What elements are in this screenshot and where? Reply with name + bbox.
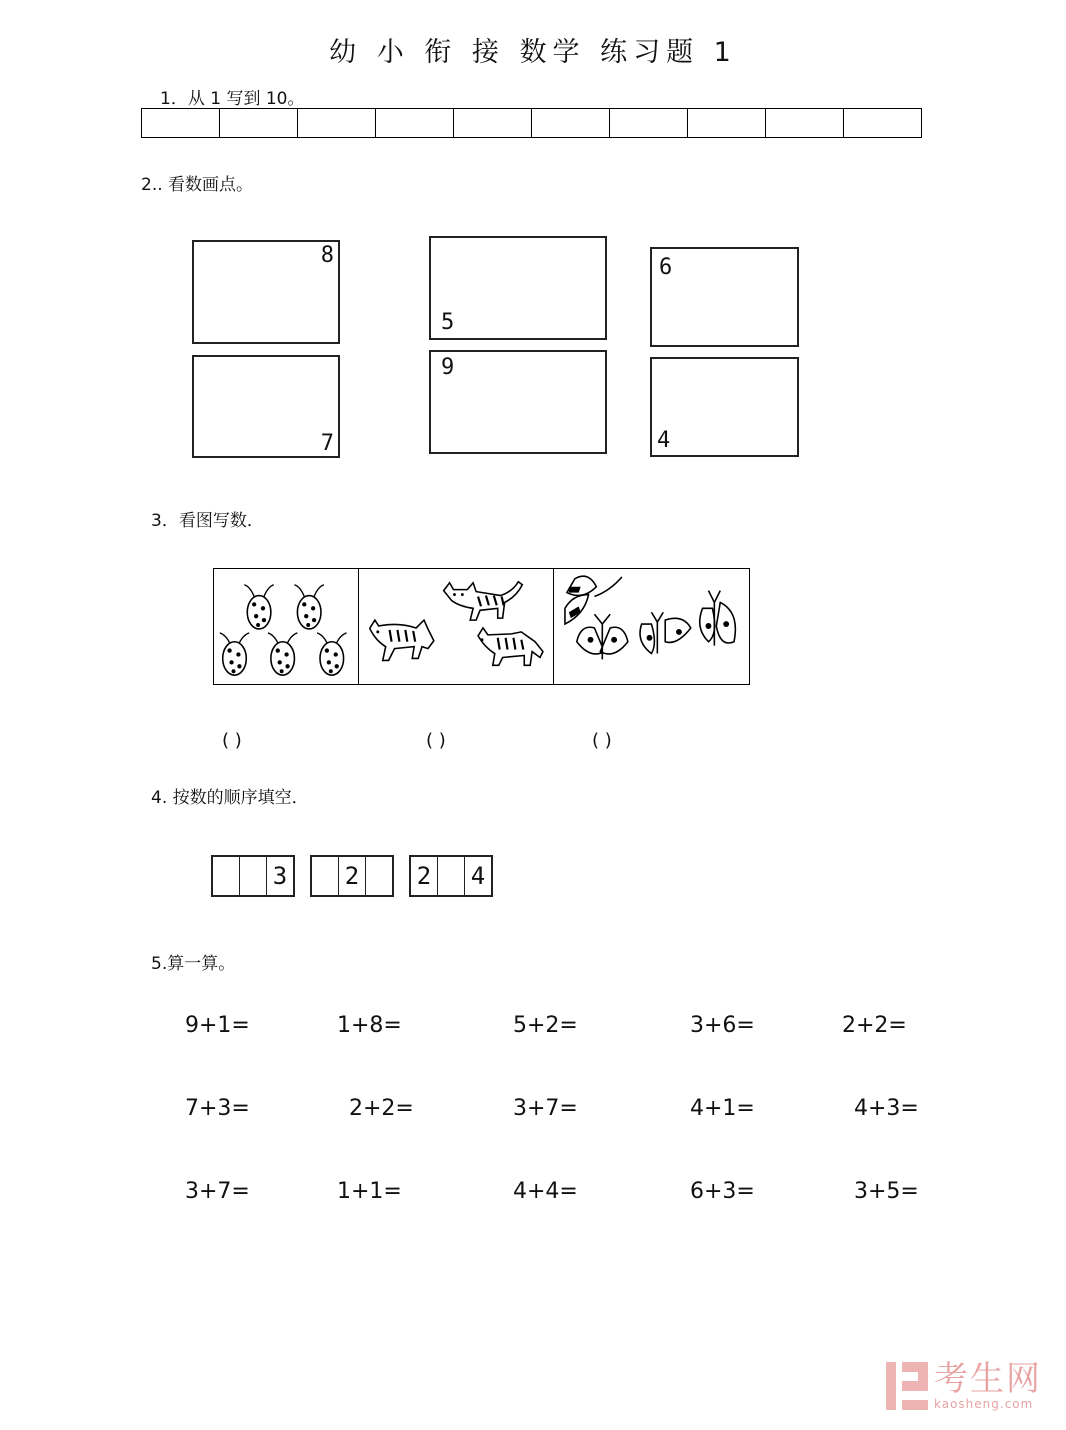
answer-cell-6[interactable]: [532, 109, 610, 137]
sequence-cell[interactable]: [213, 857, 240, 895]
question-2-label: 2.. 看数画点。: [141, 175, 254, 195]
answer-blank-butterflies[interactable]: ( ): [592, 730, 612, 751]
equation: 1+1=: [337, 1179, 402, 1204]
dot-box-6[interactable]: [650, 247, 799, 347]
equation: 7+3=: [185, 1096, 250, 1121]
write-1-to-10-grid: [141, 108, 922, 138]
answer-cell-7[interactable]: [610, 109, 688, 137]
sequence-cell[interactable]: [240, 857, 267, 895]
equation: 4+1=: [690, 1096, 755, 1121]
answer-blank-ladybugs[interactable]: ( ): [222, 730, 242, 751]
equation: 4+3=: [854, 1096, 919, 1121]
cat-icon: [359, 569, 553, 684]
sequence-cell[interactable]: [438, 857, 465, 895]
cats-picture: [359, 569, 554, 684]
sequence-cell: 4: [470, 862, 486, 890]
equation: 4+4=: [513, 1179, 578, 1204]
answer-cell-4[interactable]: [376, 109, 454, 137]
answer-cell-3[interactable]: [298, 109, 376, 137]
page-title: 幼 小 衔 接 数学 练习题 1: [329, 37, 737, 68]
watermark-brand: 考生网: [934, 1359, 1042, 1399]
equation: 9+1=: [185, 1013, 250, 1038]
butterflies-picture: [554, 569, 749, 684]
equation: 3+7=: [185, 1179, 250, 1204]
dot-box-5[interactable]: [429, 236, 607, 340]
answer-cell-9[interactable]: [766, 109, 844, 137]
equation: 2+2=: [842, 1013, 907, 1038]
sequence-cell[interactable]: [312, 857, 339, 895]
dot-box-7[interactable]: [192, 355, 340, 458]
question-3-label: 3．看图写数．: [151, 511, 264, 531]
ladybug-icon: [214, 569, 358, 684]
sequence-cell: 2: [411, 857, 438, 895]
picture-strip: [213, 568, 750, 685]
answer-cell-1[interactable]: [142, 109, 220, 137]
dot-box-number: 6: [659, 255, 673, 280]
sequence-group-2: [310, 855, 394, 897]
sequence-group-1: [211, 855, 295, 897]
butterfly-icon: [554, 569, 749, 684]
sequence-group-3: [409, 855, 493, 897]
equation: 2+2=: [349, 1096, 414, 1121]
answer-cell-5[interactable]: [454, 109, 532, 137]
ladybugs-picture: [214, 569, 359, 684]
answer-cell-10[interactable]: [844, 109, 921, 137]
watermark-url: kaosheng.com: [934, 1397, 1034, 1411]
sequence-cell: 2: [339, 857, 366, 895]
equation: 6+3=: [690, 1179, 755, 1204]
watermark: [886, 1359, 1042, 1411]
dot-box-number: 4: [657, 428, 671, 453]
answer-cell-8[interactable]: [688, 109, 766, 137]
sequence-cell[interactable]: [366, 857, 392, 895]
dot-box-number: 9: [441, 355, 455, 380]
dot-box-number: 7: [320, 431, 334, 456]
question-4-label: 4. 按数的顺序填空．: [151, 788, 309, 808]
equation: 3+5=: [854, 1179, 919, 1204]
dot-box-number: 5: [441, 310, 455, 335]
sequence-cell: 3: [272, 862, 288, 890]
dot-box-8[interactable]: [192, 240, 340, 344]
answer-blank-cats[interactable]: ( ): [426, 730, 446, 751]
dot-box-9[interactable]: [429, 350, 607, 454]
equation: 1+8=: [337, 1013, 402, 1038]
dot-box-number: 8: [320, 243, 334, 268]
equation: 3+6=: [690, 1013, 755, 1038]
question-5-label: 5.算一算。: [151, 954, 236, 974]
dot-box-4[interactable]: [650, 357, 799, 457]
equation: 5+2=: [513, 1013, 578, 1038]
question-1-label: 1．从 1 写到 10。: [160, 89, 305, 109]
watermark-logo-icon: [886, 1362, 928, 1410]
equation: 3+7=: [513, 1096, 578, 1121]
answer-cell-2[interactable]: [220, 109, 298, 137]
